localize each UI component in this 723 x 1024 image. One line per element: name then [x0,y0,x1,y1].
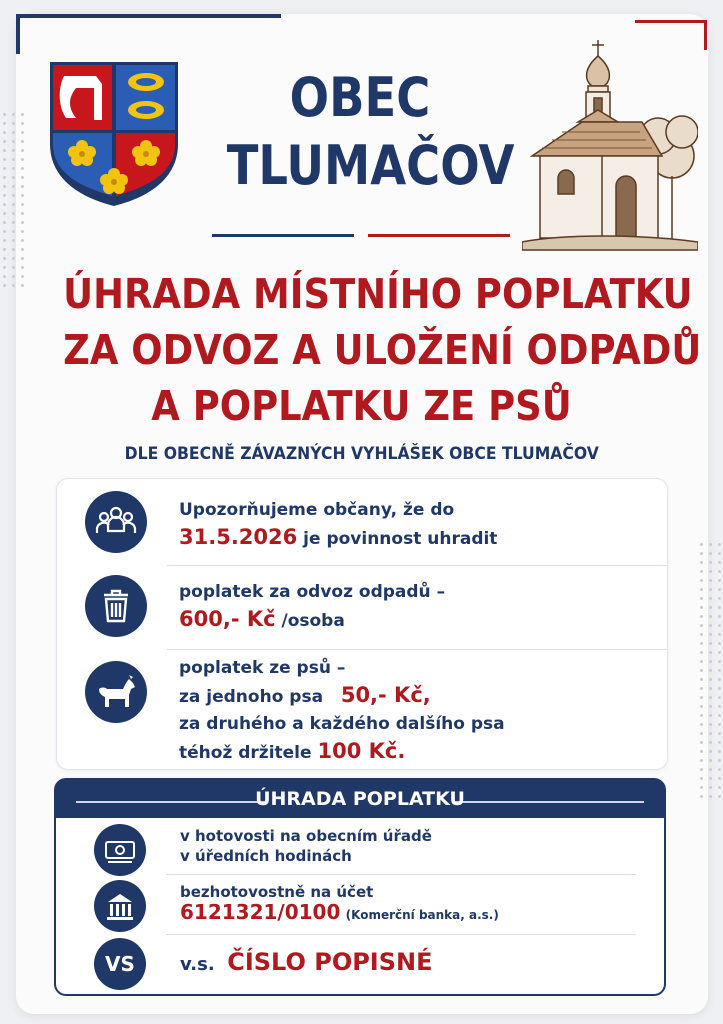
cash-line-2: v úředních hodinách [180,847,352,865]
deadline-date: 31.5.2026 [179,525,298,549]
title-underline-blue [212,234,354,237]
payment-header: ÚHRADA POPLATKU [255,788,465,810]
dog-icon [85,661,147,723]
dog-second-amount: 100 Kč. [317,739,406,763]
vs-value: ČÍSLO POPISNÉ [227,948,433,976]
corner-accent-red-vertical [704,20,707,50]
waste-fee-row [57,565,667,649]
bank-icon [94,880,146,932]
dog-first-amount: 50,- Kč, [340,683,431,707]
page-title [205,64,515,200]
headline-line-3: A POPLATKU ZE PSŮ [151,382,572,430]
title-line-2: TLUMAČOV [226,134,515,197]
headline-line-2: ZA ODVOZ A ULOŽENÍ ODPADŮ [63,326,702,374]
chapel-illustration [522,36,698,258]
dog-first-label: za jednoho psa [179,687,324,707]
deadline-row [57,479,667,565]
vs-badge-text: VS [105,952,135,976]
deadline-suffix: je povinnost uhradit [303,529,498,549]
payment-box [54,778,666,996]
waste-fee-amount: 600,- Kč [179,607,276,631]
waste-fee-label: poplatek za odvoz odpadů – [179,582,446,602]
title-line-1: OBEC [289,66,431,129]
corner-accent-red [635,20,705,23]
payment-body [56,818,664,994]
dot-pattern-left [0,110,26,290]
bank-name: (Komerční banka, a.s.) [345,908,499,922]
payment-divider-1 [166,874,636,875]
vs-label: v.s. [180,954,215,975]
people-icon [85,491,147,553]
cash-icon [94,824,146,876]
waste-fee-unit: /osoba [281,611,345,631]
vs-badge [94,938,146,990]
payment-divider-2 [166,934,636,935]
bank-label: bezhotovostně na účet [180,883,374,901]
info-box [56,478,668,770]
notice-text: Upozorňujeme občany, že do [179,500,455,520]
dog-fee-label: poplatek ze psů – [179,658,346,678]
headline-line-1: ÚHRADA MÍSTNÍHO POPLATKU [63,270,693,318]
title-underline-red [368,234,510,237]
account-number: 6121321/0100 [180,900,341,924]
coat-of-arms [46,58,182,208]
corner-accent-blue [16,14,281,18]
headline [30,266,702,434]
corner-accent-blue-vertical [16,14,20,54]
subheadline [30,444,693,464]
dog-fee-row [57,649,667,769]
subheadline-text: DLE OBECNĚ ZÁVAZNÝCH VYHLÁŠEK OBCE TLUMAČOV [124,444,599,464]
cash-line-1: v hotovosti na obecním úřadě [180,827,432,845]
dog-second-label: za druhého a každého dalšího psa [179,714,505,734]
trash-icon [85,575,147,637]
dog-second-label-2: téhož držitele [179,743,312,763]
dot-pattern-right [697,540,723,800]
